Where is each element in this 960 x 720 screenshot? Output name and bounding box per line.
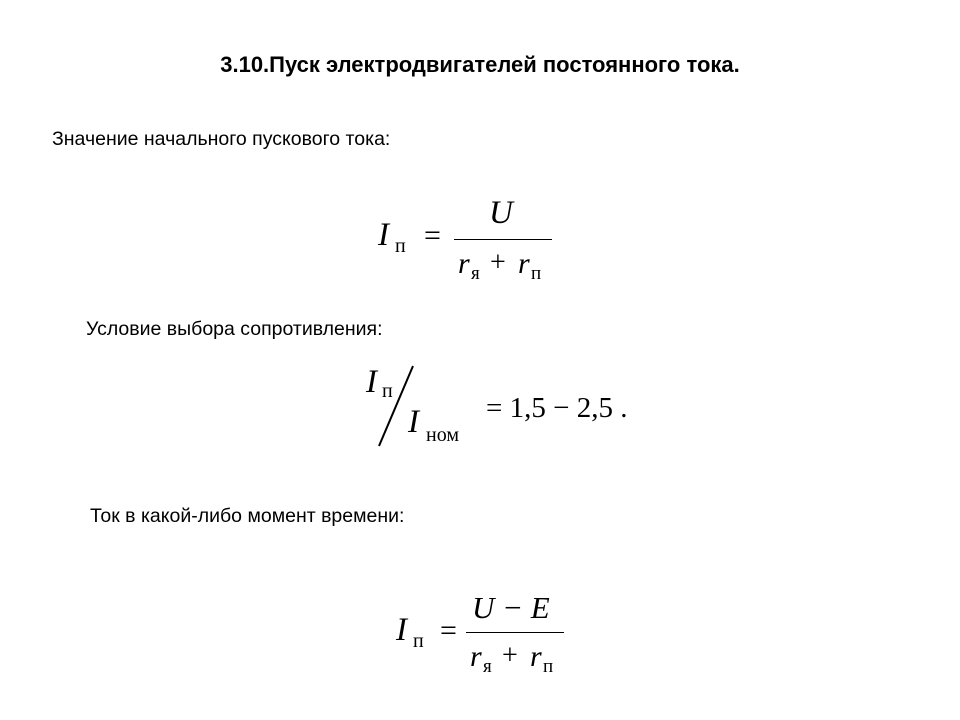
- section-3-label: Ток в какой-либо момент времени:: [90, 505, 405, 527]
- formula-1-den-b: r: [518, 247, 530, 280]
- formula-3-lhs-sub: п: [413, 630, 424, 652]
- formula-1-den-a-sub: я: [471, 263, 480, 284]
- formula-1: [372, 195, 572, 295]
- formula-1-lhs: I: [378, 217, 389, 253]
- formula-3: [390, 590, 590, 690]
- formula-3-den-b-sub: п: [543, 656, 554, 677]
- formula-3-equals: =: [440, 614, 457, 647]
- formula-3-den-a-sub: я: [483, 656, 492, 677]
- formula-1-fraction-line: [454, 239, 552, 240]
- formula-1-den-a: r: [458, 247, 470, 280]
- formula-3-numerator: U − E: [472, 590, 550, 625]
- formula-3-den-a: r: [470, 640, 482, 673]
- formula-3-den-plus: +: [502, 640, 518, 671]
- formula-3-fraction-line: [466, 632, 564, 633]
- formula-1-den-b-sub: п: [531, 263, 542, 284]
- formula-2-den-sub: ном: [426, 424, 459, 446]
- formula-2-num-sub: п: [382, 380, 393, 402]
- page-title: 3.10.Пуск электродвигателей постоянного тока.: [220, 52, 740, 77]
- formula-2-num: I: [366, 364, 377, 400]
- formula-1-den-plus: +: [490, 247, 506, 278]
- formula-1-lhs-sub: п: [395, 235, 406, 257]
- formula-2-den: I: [408, 404, 419, 440]
- formula-2: [360, 360, 670, 455]
- formula-1-numerator: U: [489, 195, 513, 231]
- formula-1-equals: =: [424, 219, 441, 252]
- formula-2-rhs: = 1,5 − 2,5 .: [486, 392, 628, 424]
- formula-3-den-b: r: [530, 640, 542, 673]
- section-2-label: Условие выбора сопротивления:: [86, 318, 383, 340]
- formula-3-lhs: I: [396, 612, 407, 648]
- section-1-label: Значение начального пускового тока:: [52, 128, 391, 150]
